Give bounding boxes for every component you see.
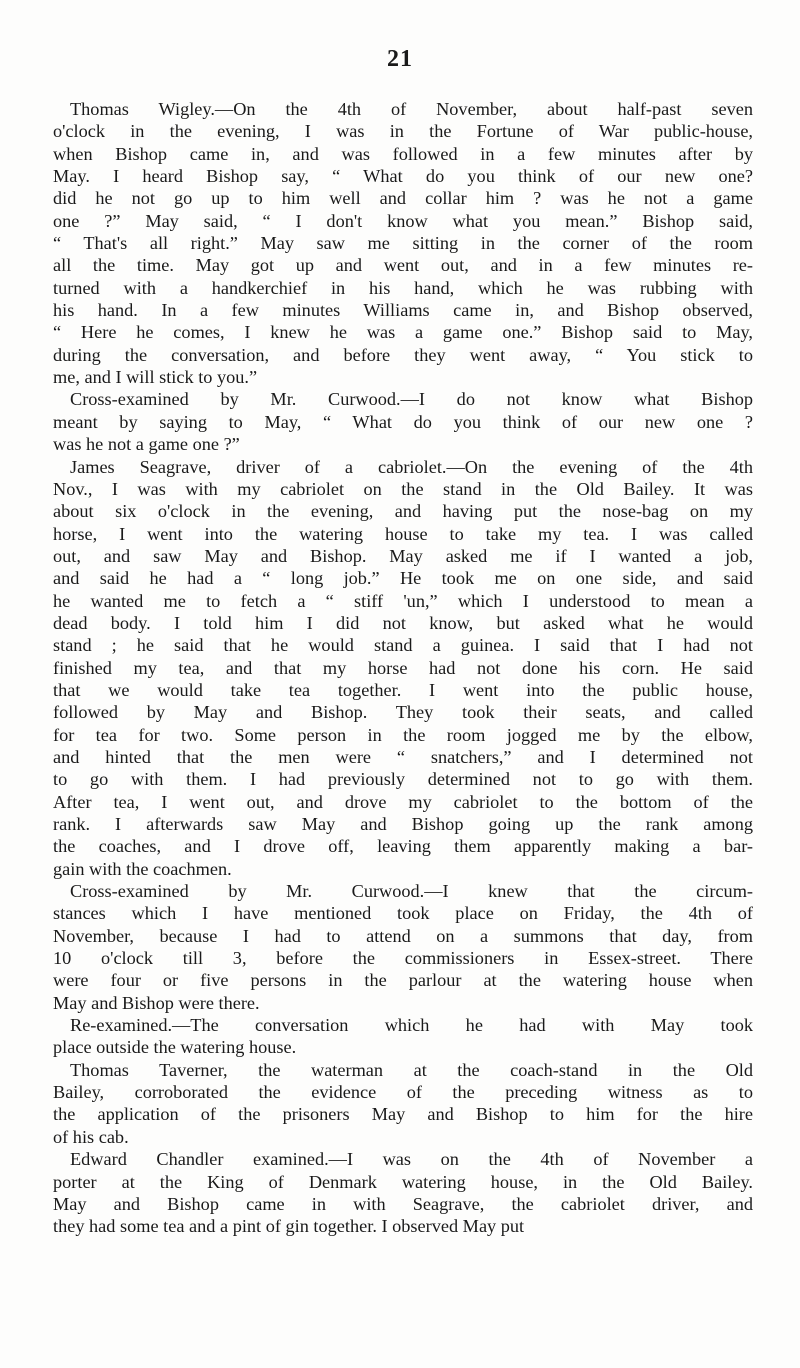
- text-line: Bailey, corroborated the evidence of the preceding witness as to: [53, 1082, 753, 1103]
- text-line: they had some tea and a pint of gin together. I observed May put: [53, 1216, 525, 1237]
- text-line: all the time. May got up and went out, and in a few minutes re-: [53, 255, 753, 276]
- text-line: to go with them. I had previously determined not to go with them.: [53, 769, 753, 790]
- text-line: was he not a game one ?”: [53, 434, 240, 455]
- text-line: me, and I will stick to you.”: [53, 367, 258, 388]
- text-line: the application of the prisoners May and Bishop to him for the hire: [53, 1104, 753, 1125]
- text-line: one ?” May said, “ I don't know what you mean.” Bishop said,: [53, 210, 753, 231]
- text-line: porter at the King of Denmark watering house, in the Old Bailey.: [53, 1171, 753, 1192]
- text-line: November, because I had to attend on a summons that day, from: [53, 925, 753, 946]
- text-line: when Bishop came in, and was followed in a few minutes after by: [53, 143, 753, 164]
- text-line: and hinted that the men were “ snatchers,” and I determined not: [53, 746, 753, 767]
- text-line: rank. I afterwards saw May and Bishop going up the rank among: [53, 814, 753, 834]
- text-line: the coaches, and I drove off, leaving them apparently making a bar-: [53, 836, 753, 857]
- body-text: [53, 98, 753, 1238]
- text-line: finished my tea, and that my horse had not done his corn. He said: [53, 657, 753, 678]
- text-line: horse, I went into the watering house to take my tea. I was called: [53, 523, 753, 544]
- text-line: out, and saw May and Bishop. May asked me if I wanted a job,: [53, 545, 753, 566]
- text-line: place outside the watering house.: [53, 1037, 297, 1058]
- text-line: of his cab.: [53, 1126, 129, 1147]
- text-line: he wanted me to fetch a “ stiff 'un,” which I understood to mean a: [53, 590, 753, 611]
- page-number: 21: [387, 46, 413, 72]
- text-line: gain with the coachmen.: [53, 858, 232, 879]
- text-line: meant by saying to May, “ What do you think of our new one ?: [53, 411, 753, 432]
- text-line: After tea, I went out, and drove my cabriolet to the bottom of the: [53, 791, 753, 812]
- text-line: Re-examined.—The conversation which he had with May took: [70, 1015, 753, 1036]
- text-line: about six o'clock in the evening, and having put the nose-bag on my: [53, 501, 753, 522]
- text-line: stances which I have mentioned took place on Friday, the 4th of: [53, 903, 753, 924]
- text-line: “ Here he comes, I knew he was a game one.” Bishop said to May,: [53, 322, 753, 343]
- text-line: o'clock in the evening, I was in the Fortune of War public-house,: [53, 121, 753, 142]
- text-line: May and Bishop were there.: [53, 992, 260, 1013]
- text-line: for tea for two. Some person in the room jogged me by the elbow,: [53, 724, 753, 745]
- text-line: that we would take tea together. I went into the public house,: [53, 679, 753, 700]
- text-line: Edward Chandler examined.—I was on the 4th of November a: [70, 1149, 753, 1170]
- text-line: dead body. I told him I did not know, but asked what he would: [53, 612, 753, 633]
- text-line: 10 o'clock till 3, before the commissioners in Essex-street. There: [53, 948, 753, 969]
- text-line: Cross-examined by Mr. Curwood.—I do not know what Bishop: [70, 389, 753, 410]
- text-line: Nov., I was with my cabriolet on the stand in the Old Bailey. It was: [53, 478, 753, 499]
- text-line: May. I heard Bishop say, “ What do you think of our new one?: [53, 166, 753, 187]
- text-line: May and Bishop came in with Seagrave, the cabriolet driver, and: [53, 1193, 753, 1214]
- text-line: “ That's all right.” May saw me sitting in the corner of the room: [53, 233, 753, 254]
- text-line: Thomas Taverner, the waterman at the coach-stand in the Old: [70, 1059, 753, 1080]
- text-line: his hand. In a few minutes Williams came in, and Bishop observed,: [53, 300, 753, 321]
- text-line: followed by May and Bishop. They took their seats, and called: [53, 702, 753, 723]
- text-line: during the conversation, and before they went away, “ You stick to: [53, 344, 753, 365]
- text-line: Thomas Wigley.—On the 4th of November, about half-past seven: [70, 99, 753, 119]
- text-line: Cross-examined by Mr. Curwood.—I knew that the circum-: [70, 881, 753, 902]
- text-line: stand ; he said that he would stand a guinea. I said that I had not: [53, 635, 753, 656]
- text-line: turned with a handkerchief in his hand, which he was rubbing with: [53, 277, 753, 298]
- text-line: James Seagrave, driver of a cabriolet.—On the evening of the 4th: [70, 456, 753, 477]
- text-line: and said he had a “ long job.” He took me on one side, and said: [53, 568, 753, 589]
- text-line: were four or five persons in the parlour at the watering house when: [53, 970, 753, 991]
- text-line: did he not go up to him well and collar him ? was he not a game: [53, 188, 753, 209]
